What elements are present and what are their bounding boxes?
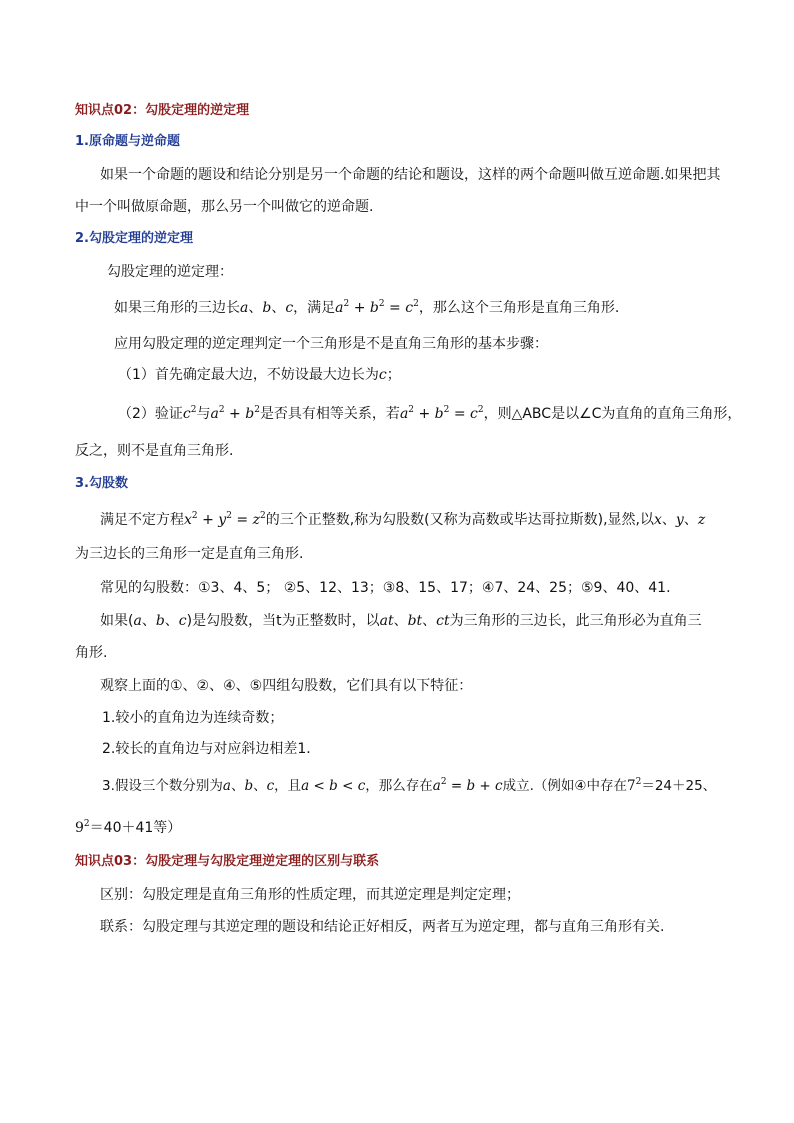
s2-step-2-line-1: （2）验证$c^2$与$a^2 + b^2$是否具有相等关系，若$a^2 + b^2 = c^2$，则△ABC是以∠C为直角的直角三角形， <box>118 405 742 422</box>
s1-paragraph-line-1: 如果一个命题的题设和结论分别是另一个命题的结论和题设，这样的两个命题叫做互逆命题.如果把其 <box>100 167 721 183</box>
s3-common-triples: 常见的勾股数：①3、4、5； ②5、12、13；③8、15、17；④7、24、25；⑤9、40、41. <box>100 580 671 596</box>
section-2-heading: 2.勾股定理的逆定理 <box>75 231 193 246</box>
s3-feature-1: 1.较小的直角边为连续奇数； <box>102 710 284 726</box>
s3-feature-3-line-2: $9^2=40+41$等） <box>75 819 182 836</box>
kp03-connection: 联系：勾股定理与其逆定理的题设和结论正好相反，两者互为逆定理，都与直角三角形有关. <box>100 919 665 935</box>
s1-paragraph-line-2: 中一个叫做原命题，那么另一个叫做它的逆命题. <box>75 199 374 215</box>
s2-intro: 勾股定理的逆定理： <box>107 264 233 280</box>
knowledge-point-02-title: 知识点02：勾股定理的逆定理 <box>75 103 250 118</box>
s3-definition-line-2: 为三边长的三角形一定是直角三角形. <box>75 546 304 562</box>
knowledge-point-03-title: 知识点03：勾股定理与勾股定理逆定理的区别与联系 <box>75 854 380 869</box>
s3-scaling-line-2: 角形. <box>75 645 108 661</box>
kp03-difference: 区别：勾股定理是直角三角形的性质定理，而其逆定理是判定定理； <box>100 887 520 903</box>
s2-theorem-statement: 如果三角形的三边长a、b、c，满足$a^2 + b^2 = c^2$，那么这个三角形是直角三角形. <box>114 299 620 316</box>
s3-feature-2: 2.较长的直角边与对应斜边相差1. <box>102 741 311 757</box>
s2-steps-intro: 应用勾股定理的逆定理判定一个三角形是不是直角三角形的基本步骤： <box>114 336 548 352</box>
s2-step-1: （1）首先确定最大边，不妨设最大边长为c； <box>118 367 401 383</box>
s3-scaling-line-1: 如果(a、b、c)是勾股数，当t为正整数时，以at、bt、ct为三角形的三边长，此三角形必为直角三 <box>100 613 702 629</box>
s3-observe: 观察上面的①、②、④、⑤四组勾股数，它们具有以下特征： <box>100 678 473 694</box>
section-3-heading: 3.勾股数 <box>75 476 128 491</box>
s3-feature-3-line-1: 3.假设三个数分别为a、b、c，且a < b < c，那么存在$a^2 = b + c$成立.（例如④中存在$7^2=24+25$、 <box>102 777 717 794</box>
s2-step-2-line-2: 反之，则不是直角三角形. <box>75 443 234 459</box>
section-1-heading: 1.原命题与逆命题 <box>75 134 180 149</box>
s3-definition-line-1: 满足不定方程$x^2 + y^2 = z^2$的三个正整数,称为勾股数(又称为高数或毕达哥拉斯数),显然,以x、y、z <box>100 511 706 528</box>
